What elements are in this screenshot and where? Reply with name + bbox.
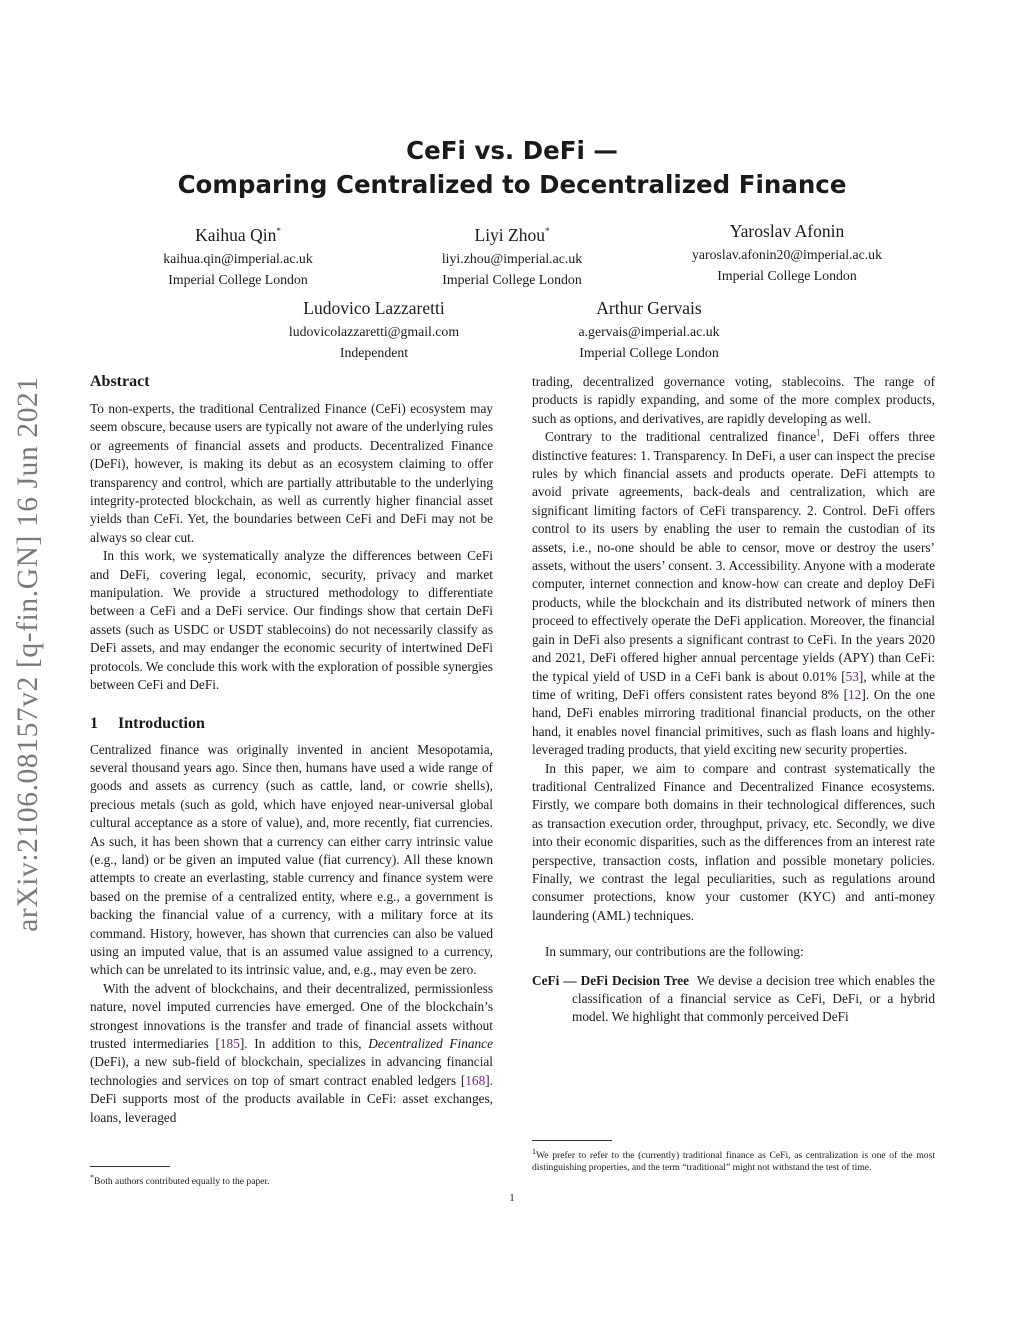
author-affiliation: Imperial College London — [168, 271, 308, 287]
footnote-rule — [90, 1166, 170, 1167]
right-column — [532, 373, 935, 1027]
author-email: ludovicolazzaretti@gmail.com — [288, 324, 460, 339]
text-run: Contrary to the traditional centralized finance — [545, 429, 817, 445]
citation-link[interactable]: 12 — [848, 686, 862, 702]
intro-paragraph: Centralized finance was originally invented in ancient Mesopotamia, several thousand years ago. Since then, humans have used a wide range of goods and assets as currency (such as cattle, land, or cowrie shells), precious metals (such as gold, which have enjoyed near-universal global cultural acceptance as a store of value), and, more recently, fiat currencies. As such, it has been shown that a currency can either carry intrinsic value (e.g., land) or be given an imputed value (fiat currency). All these known attempts to create an everlasting, stable currency and finance system were based on the premise of a centralized entity, where e.g., a government is backing the financial value of a currency, with a military force at its command. History, however, has shown that currencies can also be valued using an imputed value, that is an assumed value assigned to a currency, which can be unrelated to its intrinsic value, and, e.g., may even be zero. — [90, 741, 493, 978]
author-block — [652, 219, 922, 286]
author-name: Ludovico Lazzaretti — [303, 298, 445, 318]
citation-link[interactable]: 168 — [465, 1072, 486, 1088]
footnote-rule — [532, 1140, 612, 1141]
author-name: Yaroslav Afonin — [729, 221, 845, 241]
contribution-label: CeFi — DeFi Decision Tree — [532, 972, 690, 988]
author-email: liyi.zhou@imperial.ac.uk — [441, 250, 583, 266]
author-block — [529, 296, 769, 363]
author-name: Liyi Zhou — [474, 224, 545, 245]
section-heading-introduction — [90, 713, 493, 735]
equal-contribution-mark: * — [544, 226, 550, 236]
contribution-item — [532, 972, 935, 1027]
abstract-paragraph: In this work, we systematically analyze the differences between CeFi and DeFi, covering legal, economic, security, privacy and market manipulation. We provide a structured methodology to differentiate between a CeFi and a DeFi service. Our findings show that certain DeFi assets (such as USDC or USDT stablecoins) do not necessarily classify as DeFi assets, and may endanger the economic security of intertwined DeFi protocols. We conclude this work with the exploration of possible synergies between CeFi and DeFi. — [90, 548, 493, 693]
contribution-text: We devise a decision tree which enables the classification of a financial service as CeFi, DeFi, or a hybrid model. We highlight that commonly perceived DeFi — [572, 972, 935, 1025]
citation-link[interactable]: 185 — [219, 1036, 240, 1051]
footnote-text: Both authors contributed equally to the paper. — [94, 1176, 270, 1188]
body-paragraph: In this paper, we aim to compare and contrast systematically the traditional Centralized Finance and Decentralized Finance ecosystems. Firstly, we compare both domains in their technological differences, such as transaction execution order, throughput, privacy, etc. Secondly, we dive into their economic disparities, such as the differences from an interest rate perspective, transaction costs, inflation and possible monetary policies. Finally, we contrast the legal peculiarities, such as regulations around consumer protections, know your customer (KYC) and anti-money laundering (AML) techniques. — [532, 760, 935, 923]
text-run: ]. In addition to this, — [239, 1036, 369, 1051]
footnote-mark: 1 — [532, 1147, 536, 1156]
author-name: Arthur Gervais — [596, 298, 702, 318]
body-paragraph — [532, 428, 935, 759]
author-name: Kaihua Qin — [195, 224, 277, 245]
author-email: kaihua.qin@imperial.ac.uk — [163, 250, 313, 266]
author-affiliation: Imperial College London — [579, 345, 719, 360]
text-run: With the advent of blockchains, and their decentralized, permissionless nature, novel imputed currencies have emerged. One of the blockchain’s strongest innovations is the transfer and trade of financial assets without trusted intermediaries [ — [90, 980, 493, 1051]
section-number: 1 — [90, 714, 98, 732]
arxiv-watermark: arXiv:2106.08157v2 [q-fin.GN] 16 Jun 2021 — [12, 376, 44, 932]
author-block — [118, 219, 358, 290]
section-title: Introduction — [118, 714, 205, 732]
body-paragraph: In summary, our contributions are the following: — [545, 944, 804, 960]
footnote-link[interactable]: 1 — [816, 427, 821, 438]
abstract-paragraph: To non-experts, the traditional Centralized Finance (CeFi) ecosystem may seem obscure, because users are typically not aware of the underlying rules or agreements of financial assets and products. Decentralized Finance (DeFi), however, is making its debut as an ecosystem claiming to offer transparency and control, which are partially attributable to the underlying integrity-protected blockchain, as well as currently higher financial asset yields than CeFi. Yet, the boundaries between CeFi and DeFi may not be always so clear cut. — [90, 401, 493, 545]
paper-title — [0, 134, 1024, 202]
footnote-text: We prefer to refer to the (currently) traditional finance as CeFi, as centralization is one of the most distinguishing properties, and the term “traditional” might not withstand the test of time. — [532, 1150, 935, 1174]
left-column — [90, 371, 493, 1127]
abstract-heading: Abstract — [90, 373, 150, 390]
text-run: (DeFi), a new sub-field of blockchain, specializes in advancing financial technologies and services on top of smart contract enabled ledgers [ — [90, 1054, 493, 1088]
title-line-2: Comparing Centralized to Decentralized Finance — [177, 170, 847, 199]
text-run: , DeFi offers three distinctive features: 1. Transparency. In DeFi, a user can inspect the precise rules by which financial assets and products operate. DeFi attempts to avoid private agreements, back-deals and centralization, which are significant limiting factors of CeFi transparency. 2. Control. DeFi offers control to its users by enabling the user to remain the custodian of its assets, i.e., no-one should be able to censor, move or destroy the users’ assets, without the users’ consent. 3. Accessibility. Anyone with a moderate computer, internet connection and know-how can create and deploy DeFi products, while the blockchain and its distributed network of miners then proceed to effectively operate the DeFi application. Moreover, the financial gain in DeFi also presents a significant contrast to CeFi. In the years 2020 and 2021, DeFi offered higher annual percentage yields (APY) than CeFi: the typical yield of USD in a CeFi bank is about 0.01% [ — [532, 429, 935, 684]
footnote — [90, 1172, 493, 1188]
author-affiliation: Imperial College London — [442, 271, 582, 287]
equal-contribution-mark: * — [276, 226, 281, 236]
citation-link[interactable]: 53 — [845, 668, 859, 684]
author-block — [254, 296, 494, 363]
author-email: a.gervais@imperial.ac.uk — [578, 324, 720, 339]
text-run: ]. On the one hand, DeFi enables mirroring traditional financial products, on the other hand, it enables novel financial primitives, such as flash loans and highly-leveraged trading products, that yield exciting new security properties. — [532, 686, 935, 758]
emphasis: Decentralized Finance — [368, 1036, 493, 1051]
title-line-1: CeFi vs. DeFi — — [406, 136, 618, 165]
author-affiliation: Imperial College London — [717, 268, 857, 283]
author-affiliation: Independent — [339, 345, 409, 360]
author-block — [392, 219, 632, 290]
page-number: 1 — [509, 1192, 515, 1204]
author-email: yaroslav.afonin20@imperial.ac.uk — [692, 247, 882, 262]
intro-paragraph — [90, 980, 493, 1127]
text-run: ], while at the time of writing, DeFi offers consistent rates beyond 8% [ — [532, 668, 936, 702]
text-run: ]. DeFi supports most of the products available in CeFi: asset exchanges, loans, leveraged — [90, 1072, 493, 1125]
body-paragraph: trading, decentralized governance voting, stablecoins. The range of products is rapidly expanding, and some of the more complex products, such as options, and derivatives, are rapidly developing as well. — [532, 374, 935, 426]
footnote-mark: * — [90, 1173, 94, 1182]
footnote — [532, 1146, 935, 1175]
